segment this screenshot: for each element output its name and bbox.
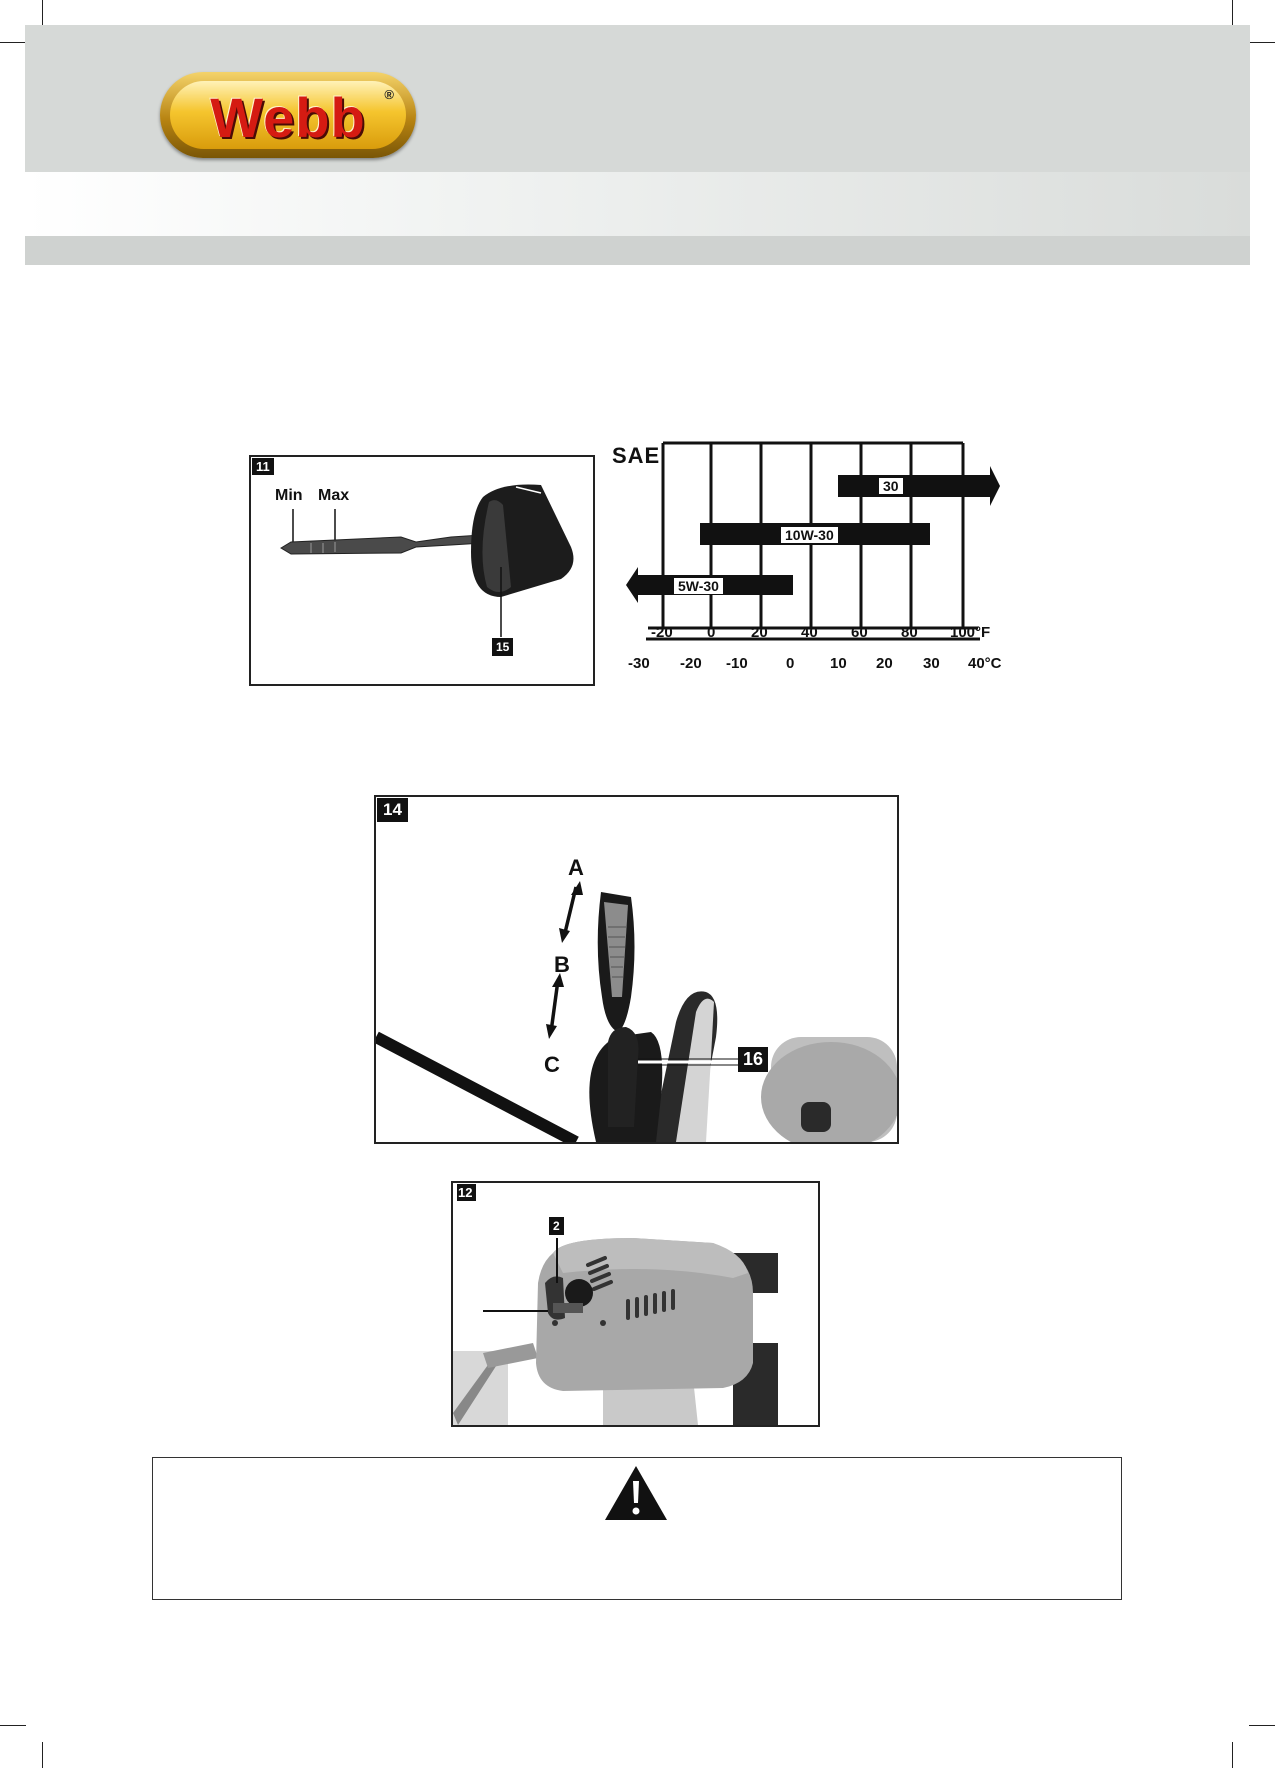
bar-label-5w-30: 5W-30 [673,577,724,595]
fahrenheit-tick: 20 [751,624,768,641]
fahrenheit-tick: 40 [801,624,818,641]
fahrenheit-tick: 60 [851,624,868,641]
position-label-a: A [568,855,584,880]
header-bottom-strip [25,236,1250,265]
bar-label-30: 30 [878,477,904,495]
celsius-tick: 0 [786,655,795,672]
logo-brand-text: Webb [210,86,366,149]
figure-number: 14 [377,798,408,822]
crop-mark [1249,1725,1275,1726]
fahrenheit-tick: 0 [707,624,716,641]
webb-logo [160,72,416,158]
bar-label-10w-30: 10W-30 [780,526,839,544]
figure-12-engine [451,1181,820,1427]
sae-viscosity-chart [608,433,1028,683]
dipstick-illustration [251,457,593,684]
celsius-tick: -10 [726,655,748,672]
crop-mark [1232,1742,1233,1768]
figure-number: 11 [252,458,274,475]
figure-14-throttle-lever [374,795,899,1144]
engine-illustration [453,1183,818,1425]
callout-16: 16 [738,1047,768,1072]
warning-triangle-icon [603,1464,669,1522]
celsius-tick: 10 [830,655,847,672]
position-label-c: C [544,1052,560,1077]
crop-mark [0,1725,26,1726]
crop-mark [1249,42,1275,43]
fahrenheit-tick: 100°F [950,624,991,641]
callout-2: 2 [549,1217,564,1235]
warning-box [152,1457,1122,1600]
fahrenheit-tick: -20 [651,624,673,641]
logo-registered-mark: ® [384,87,394,102]
celsius-tick: 30 [923,655,940,672]
figure-11-dipstick [249,455,595,686]
sae-title: SAE [612,443,661,468]
crop-mark [42,0,43,26]
sae-chart-svg [608,433,1028,683]
celsius-tick: 20 [876,655,893,672]
fahrenheit-tick: 80 [901,624,918,641]
position-label-b: B [554,952,570,977]
figure-number: 12 [454,1184,476,1201]
crop-mark [1232,0,1233,26]
callout-15: 15 [492,638,513,656]
throttle-illustration [376,797,897,1142]
celsius-tick: 40°C [968,655,1002,672]
crop-mark [0,42,26,43]
header-gradient-strip [25,172,1250,236]
celsius-tick: -20 [680,655,702,672]
crop-mark [42,1742,43,1768]
logo-inner [170,81,406,149]
celsius-tick: -30 [628,655,650,672]
max-label: Max [318,487,350,504]
min-label: Min [275,487,303,504]
